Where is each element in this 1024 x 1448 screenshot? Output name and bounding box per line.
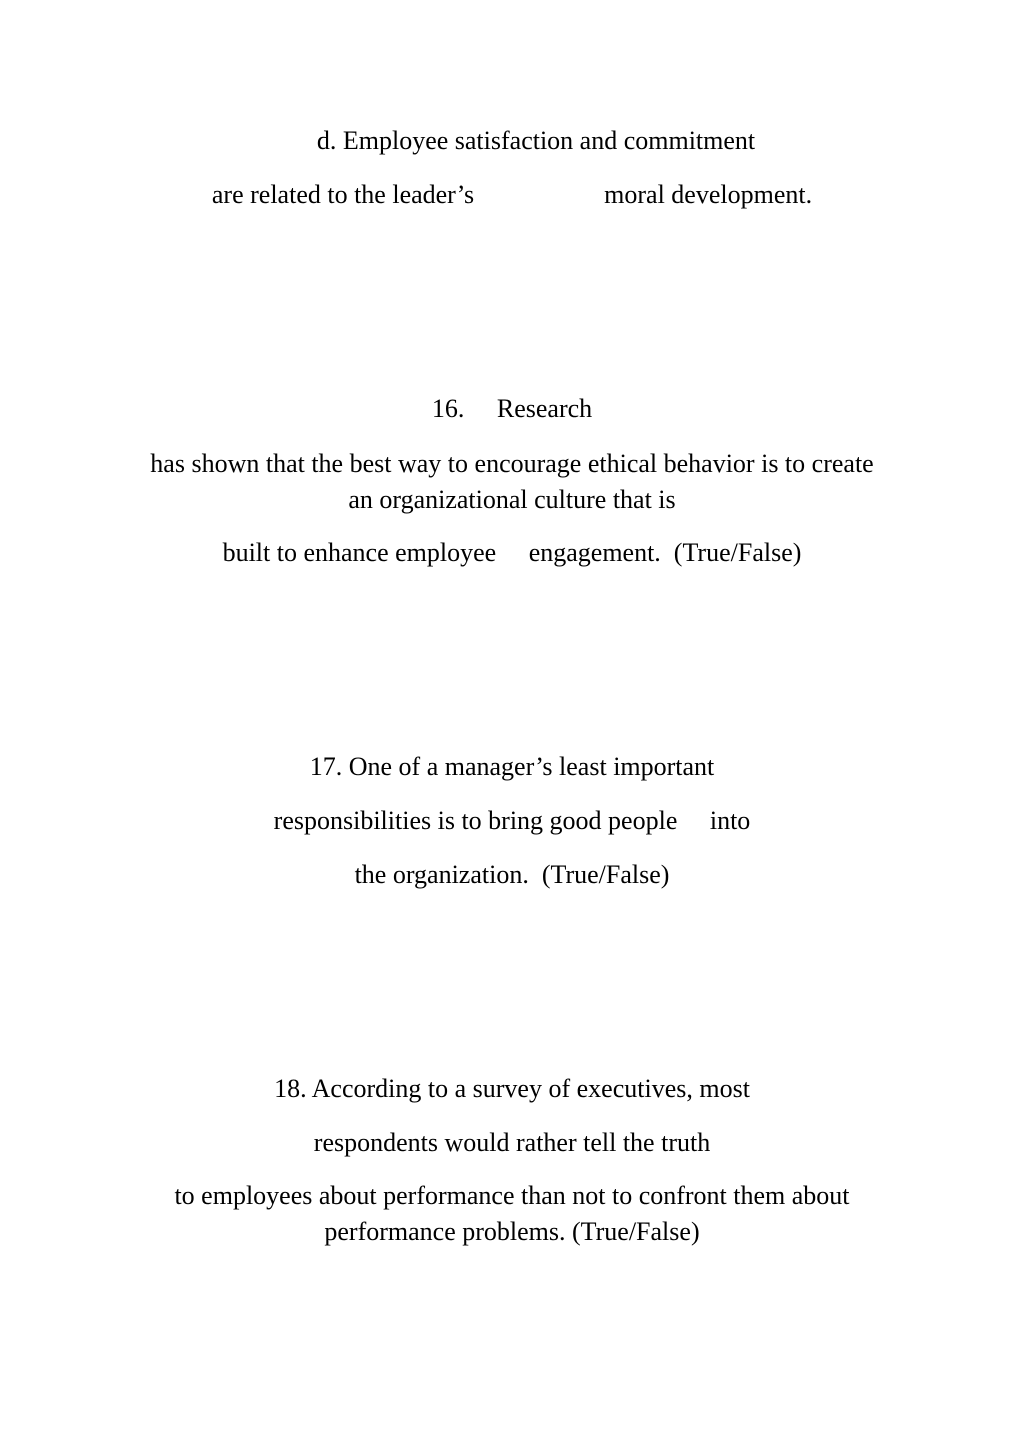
question-16-line-2: has shown that the best way to encourage ethical behavior is to create an organizational culture that is [150,449,874,514]
question-16-line-3: built to enhance employee engagement. (True/False) [222,538,802,567]
option-d-line-1: d. Employee satisfaction and commitment [316,126,756,155]
question-18-line-3: to employees about performance than not to confront them about performance problems. (True/False) [174,1181,850,1246]
question-18-line-1: 18. According to a survey of executives, most [274,1074,750,1103]
question-17-line-3: the organization. (True/False) [354,860,670,889]
question-17-line-2: responsibilities is to bring good people into [273,806,751,835]
question-17-line-1: 17. One of a manager’s least important [309,752,715,781]
option-d-line-2: are related to the leader’s moral development. [211,180,813,209]
question-18-line-2: respondents would rather tell the truth [313,1128,711,1157]
question-16-line-1: 16. Research [431,394,593,423]
